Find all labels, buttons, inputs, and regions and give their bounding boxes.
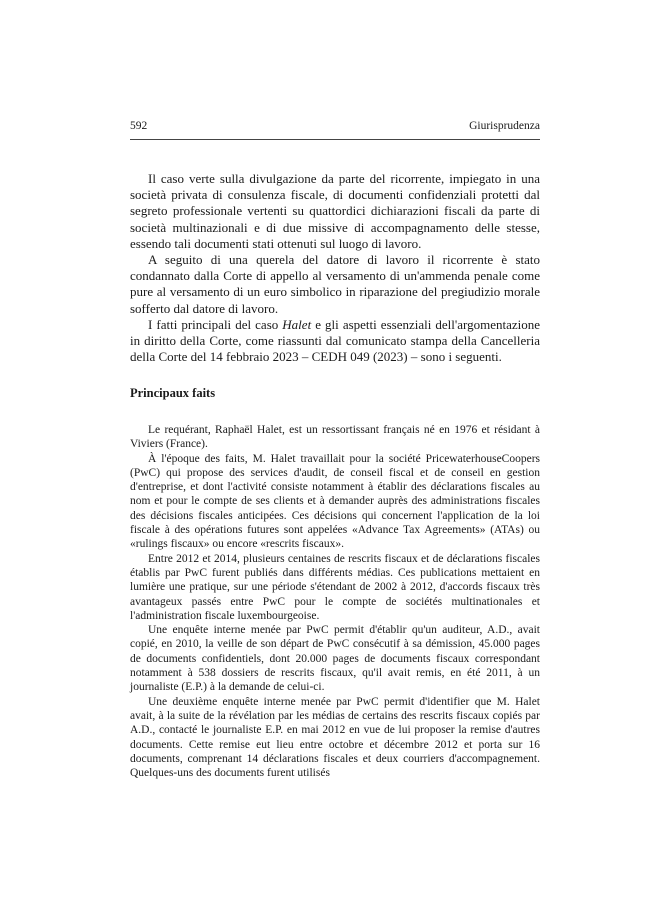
text-run: I fatti principali del caso bbox=[148, 316, 283, 332]
french-paragraph: Une deuxième enquête interne menée par PwC permit d'identifier que M. Halet avait, à la suite de la révélation par les médias de certains des rescrits fiscaux copiés par A.D., contacté le journaliste E.P. en mai 2012 en vue de lui proposer la remise d'autres documents. Cette remise eut lieu entre octobre et décembre 2012 et porta sur 16 documents, comprenant 14 déclarations fiscales et deux courriers d'accompagnement. Quelques-uns des documents furent utilisés bbox=[130, 695, 540, 780]
french-paragraph: Entre 2012 et 2014, plusieurs centaines de rescrits fiscaux et de déclarations fiscales établis par PwC furent publiés dans différents médias. Ces publications mettaient en lumière une pratique, sur une période s'étendant de 2002 à 2012, d'accords fiscaux très avantageux passés entre PwC pour le compte de sociétés multinationales et l'administration fiscale luxembourgeoise. bbox=[130, 552, 540, 622]
header-rule bbox=[130, 139, 540, 140]
page-header bbox=[130, 120, 540, 136]
page-number: 592 bbox=[130, 120, 148, 132]
case-name: Halet bbox=[282, 316, 312, 332]
french-paragraph: Une enquête interne menée par PwC permit d'établir qu'un auditeur, A.D., avait copié, en 2010, la veille de son départ de PwC consécutif à sa démission, 45.000 pages de documents confidentiels, dont 20.000 pages de documents fiscaux correspondant notamment à 538 dossiers de rescrits fiscaux, qu'il avait remis, en été 2011, à un journaliste (E.P.) à la demande de celui-ci. bbox=[130, 624, 540, 694]
french-body bbox=[130, 423, 540, 780]
italian-summary bbox=[130, 171, 540, 365]
french-paragraph: Le requérant, Raphaël Halet, est un ressortissant français né en 1976 et résidant à Viviers (France). bbox=[130, 424, 540, 451]
italian-paragraph: A seguito di una querela del datore di lavoro il ricorrente è stato condannato dalla Corte di appello al versamento di un'ammenda penale come pure al versamento di un euro simbolico in riparazione del pregiudizio morale sofferto dal datore di lavoro. bbox=[130, 252, 540, 316]
italian-paragraph: Il caso verte sulla divulgazione da parte del ricorrente, impiegato in una società privata di consulenza fiscale, di documenti confidenziali protetti dal segreto professionale vertenti su quattordici dichiarazioni fiscali da parte di società multinazionali e di due missive di accompagnamento delle stesse, essendo tali documenti stati ottenuti sul luogo di lavoro. bbox=[130, 171, 540, 251]
section-title: Principaux faits bbox=[130, 386, 216, 400]
french-paragraph: À l'époque des faits, M. Halet travaillait pour la société PricewaterhouseCoopers (PwC) qui propose des services d'audit, de conseil fiscal et de conseil en gestion d'entreprise, et dont l'activité consiste notamment à établir des déclarations fiscales au nom et pour le compte de ses clients et à demander auprès des administrations fiscales des décisions fiscales anticipées. Ces décisions qui concernent l'application de la loi fiscale à des opérations futures sont appelées «Advance Tax Agreements» (ATAs) ou «rulings fiscaux» ou encore «rescrits fiscaux». bbox=[130, 452, 540, 551]
italian-paragraph bbox=[130, 317, 540, 366]
running-title: Giurisprudenza bbox=[469, 120, 540, 132]
text-run: e gli aspetti essenziali dell'argomentazione in diritto della Corte, come riassunti dal comunicato stampa della Cancelleria della Corte del 14 febbraio 2023 – CEDH 049 (2023) – sono i seguenti. bbox=[130, 316, 540, 365]
